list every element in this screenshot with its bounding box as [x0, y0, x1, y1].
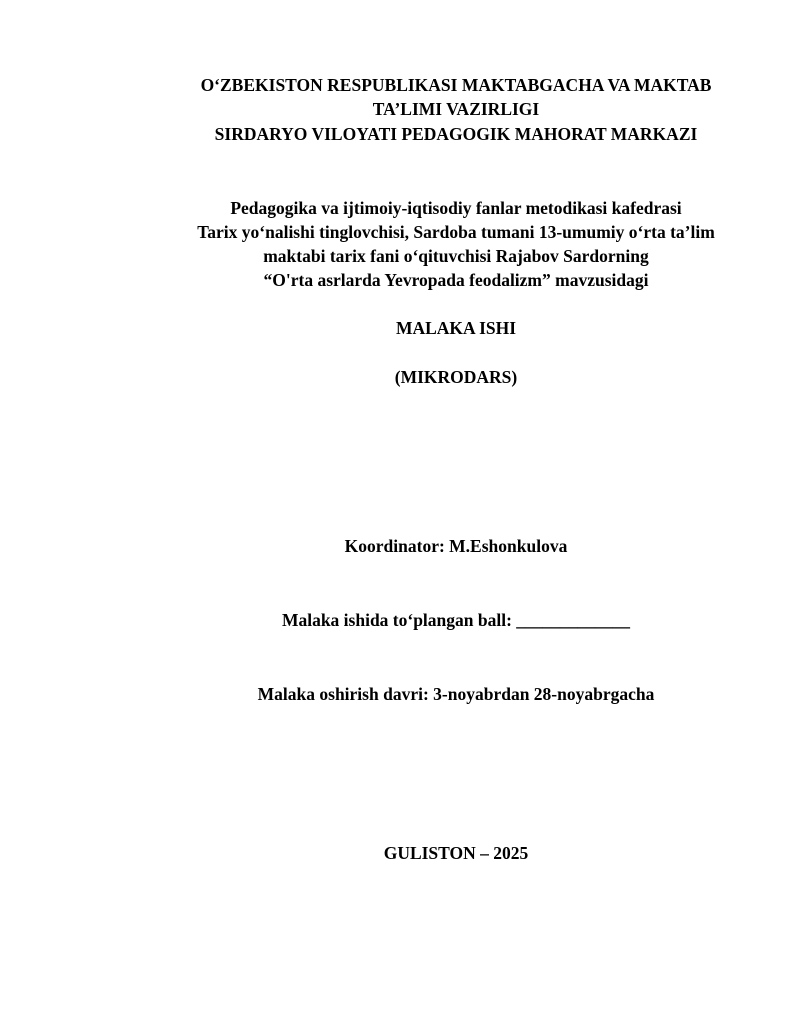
work-title: MALAKA ISHI	[395, 318, 517, 338]
ministry-line-1: O‘ZBEKISTON RESPUBLIKASI MAKTABGACHA VA MAKTAB	[200, 75, 712, 95]
center-name: SIRDARYO VILOYATI PEDAGOGIK MAHORAT MARKAZI	[214, 124, 698, 144]
score-line: Malaka ishida to‘plangan ball: _____________	[281, 610, 631, 630]
place-year: GULISTON – 2025	[383, 843, 529, 863]
author-line-2: maktabi tarix fani o‘qituvchisi Rajabov Sardorning	[263, 246, 649, 266]
ministry-line-2: TA’LIMI VAZIRLIGI	[372, 99, 540, 119]
author-line-1: Tarix yo‘nalishi tinglovchisi, Sardoba tumani 13-umumiy o‘rta ta’lim	[197, 222, 715, 242]
topic-line: “O'rta asrlarda Yevropada feodalizm” mavzusidagi	[263, 270, 649, 290]
coordinator-line: Koordinator: M.Eshonkulova	[344, 536, 568, 556]
work-subtitle: (MIKRODARS)	[394, 367, 518, 387]
department-line: Pedagogika va ijtimoiy-iqtisodiy fanlar metodikasi kafedrasi	[230, 198, 682, 218]
period-line: Malaka oshirish davri: 3-noyabrdan 28-noyabrgacha	[257, 684, 655, 704]
